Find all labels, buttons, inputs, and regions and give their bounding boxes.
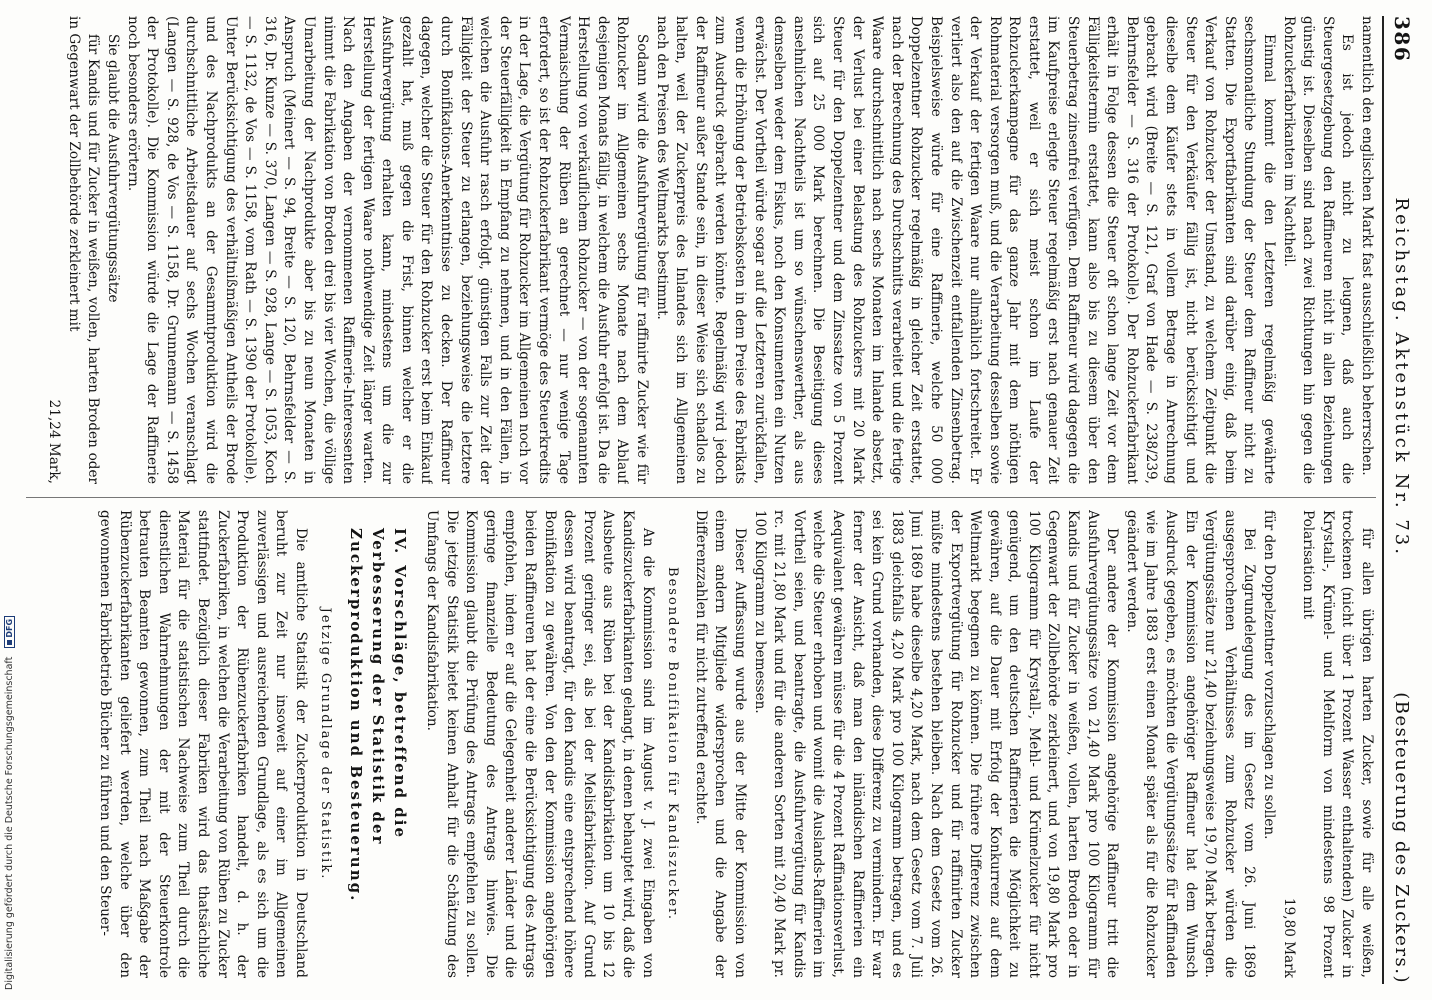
header-title: Reichstag. Aktenstück Nr. 73. (1390, 197, 1412, 557)
rate-value: 21,24 Mark, (46, 399, 63, 484)
section-heading (346, 510, 412, 978)
paragraph: für Kandis und für Zucker in weißen, vollen, harten Broden oder in Gegenwart der Zollbehörde zerkleinert mit (65, 16, 102, 484)
right-column (26, 510, 1376, 978)
running-header (1382, 16, 1418, 984)
dfg-logo: DFG (4, 616, 15, 648)
header-section: (Besteuerung des Zuckers.) (1390, 692, 1412, 984)
paragraph: Es ist jedoch nicht zu leugnen, daß auch die Steuergesetzgebung den Raffineuren nicht in allen Beziehungen günstig ist. Dieselben sind nach zwei Richtungen hin gegen die Rohzuckerfabrikanten im Nachtheil. (1280, 16, 1356, 484)
paragraph: An die Kommission sind im August v. J. zwei Eingaben von Kandiszuckerfabrikanten gelangt, in denen behauptet wird, daß die Ausbeute aus Rüben bei der Kandisfabrikation um 10 bis 12 Prozent geringer sei, als bei der Melisfabrikation. Auf Grund dessen wird beantragt, für den Kandis eine entsprechend höhere Bonifikation zu gewähren. Von den der Kommission angehörigen beiden Raffineuren hat der eine die Berücksichtigung des Antrags empfohlen, indem er auf die Gelegenheit anderer Länder und die geringe finanzielle Bedeutung des Antrags hinwies. Die Kommission glaubt die Prüfung des Antrags empfehlen zu sollen. Die jetzige Statistik bietet keinen Anhalt für die Schätzung des Umfangs der Kandisfabrikation. (424, 510, 656, 978)
subheading: Besondere Bonifikation für Kandiszucker. (665, 567, 681, 921)
footer-text: Digitalisierung gefördert durch die Deutsche Forschungsgemeinschaft (4, 656, 15, 990)
paragraph: Sie glaubt die Ausfuhrvergütungssätze (105, 34, 121, 303)
footer-rotated (4, 616, 15, 990)
paragraph: Sodann wird die Ausfuhrvergütung für raffinirte Zucker wie für Rohzucker im Allgemeinen sechs Monate nach dem Ablauf desjenigen Monats fällig, in welchem die Ausfuhr erfolgt ist. Da die Herstellung von verkäuflichem Rohzucker — von der sogenannten Vermaischung der Rüben an gerechnet — nur wenige Tage erfordert, so ist der Rohzuckerfabrikant vermöge des Steuerkredits in der Lage, die Vergütung für Rohzucker im Allgemeinen noch vor der Steuerfälligkeit in Empfang zu nehmen, und in den Fällen, in welchen die Ausfuhr rasch erfolgt, günstigen Falls zur Zeit der Fälligkeit der Steuer zu erlangen, beziehungsweise die letztere durch Bonifikations-Anerkenntnisse zu decken. Der Raffineur dagegen, welcher die Steuer für den Rohzucker erst beim Einkauf gezahlt hat, muß gegen die Frist, binnen welcher er die Ausfuhrvergütung erhalten kann, mindestens um die zur Herstellung der fertigen Waare nothwendige Zeit länger warten. Nach den Angaben der vernommenen Raffinerie-Interessenten nimmt die Fabrikation von Broden drei bis vier Wochen, die völlige Umarbeitung der Nachprodukte aber bis zu neun Monaten in Anspruch (Meinert — S. 94, Breite — S. 120, Behrnsfelder — S. 316, Dr. Kunze — S. 370, Langen — S. 928, Lange — S. 1053, Koch — S. 1132, de Vos — S. 1158, vom Rath — S. 1390 der Protokolle). Unter Berücksichtigung des verhältnißmäßigen Antheils der Brode und des Nachprodukts an der Gesammtproduktion wird die durchschnittliche Arbeitsdauer auf sechs Wochen veranschlagt (Langen — S. 928, de Vos — S. 1158, Dr. Grunnemann — S. 1458 der Protokolle). Die Kommission würde die Lage der Raffinerie noch besonders erörtern. (124, 16, 651, 484)
paragraph: Dieser Auffassung wurde aus der Mitte der Kommission von einem andern Mitgliede widersprochen und die Angabe der Differenzzahlen für nicht zutreffend erachtet. (692, 510, 748, 978)
paragraph: Die amtliche Statistik der Zuckerproduktion in Deutschland beruht zur Zeit nur insoweit auf einer im Allgemeinen zuverlässigen und ausreichenden Grundlage, als es sich um die Produktion der Rübenzuckerfabriken handelt, d. h. der Zuckerfabriken, in welchen die Verarbeitung von Rüben zu Zucker stattfindet. Bezüglich dieser Fabriken wird das thatsächliche Material für die statistischen Nachweise zum Theil durch die dienstlichen Wahrnehmungen der mit der Steuerkontrole betrauten Beamten gewonnen, zum Theil nach Maßgabe der Rübenzuckerfabrikanten geliefert werden, welche über den gewonnenen Fabrikbetrieb Bücher zu führen und den Steuer- (96, 510, 309, 978)
value-row (1278, 510, 1298, 978)
rate-value: 19,80 Mark (1280, 898, 1297, 978)
document-page-rotated (18, 16, 1418, 984)
paragraph: Bei Zugrundelegung des im Gesetz vom 26. Juni 1869 ausgesprochenen Verhältnisses zum Rohzucker würden die Vergütungssätze nur 21,40 beziehungsweise 19,70 Mark betragen. Ein der Kommission angehöriger Raffineur hat dem Wunsch Ausdruck gegeben, es möchten die Vergütungssätze für Raffinaden wie im Jahre 1883 erst einen Monat später als für die Rohzucker geändert werden. (1123, 510, 1258, 978)
paragraph: Einmal kommt die den Letzteren regelmäßig gewährte sechsmonatliche Stundung der Steuer dem Raffineur nicht zu Statten. Die Exportfabrikanten sind darüber einig, daß beim Verkauf von Rohzucker der Umstand, zu welchem Zeitpunkt die Steuer für den Verkäufer fällig ist, nicht berücksichtigt und dieselbe dem Käufer stets in vollem Betrage in Anrechnung gebracht wird (Breite — S. 121, Graf von Hade — S. 238/239, Behrnsfelder — S. 316 der Protokolle). Der Rohzuckerfabrikant erhält in Folge dessen die Steuer oft schon lange Zeit vor dem Fälligkeitstermin erstattet, kann also bis zu diesem über den Steuerbetrag zinsenfrei verfügen. Dem Raffineur wird dagegen die im Kaufpreise erlegte Steuer regelmäßig erst nach genauer Zeit erstattet, weil er sich meist schon im Laufe der Rohzuckerkampagne für das ganze Jahr mit dem nöthigen Rohmaterial versorgen muß, und die Verarbeitung desselben sowie der Verkauf der fertigen Waare nur allmählich fortschreitet. Er verliert also den auf die Zwischenzeit entfallenden Zinsenbetrag. Beispielsweise würde für eine Raffinerie, welche 50 000 Doppelzentner Rohzucker regelmäßig in gleicher Zeit erstattet, nach der Berechnung des Durchschnitts verarbeitet und die fertige Waare durchschnittlich nach sechs Monaten im Inlande absetzt, der Verlust bei einer Belastung des Rohzuckers mit 20 Mark Steuer für den Doppelzentner und dem Zinssatze von 5 Prozent sich auf 25 000 Mark berechnen. Die Beseitigung dieses ansehnlichen Nachtheils ist um so wünschenswerther, als aus demselben weder dem Fiskus, noch den Konsumenten ein Nutzen erwächst. Der Vortheil würde sogar auf die Letzteren zurückfallen, wenn die Erhöhung der Betriebskosten in dem Preise des Fabrikats zum Ausdruck gebracht werden könnte. Regelmäßig wird jedoch der Raffineur außer Stande sein, in dieser Weise sich schadlos zu halten, weil der Zuckerpreis des Inlandes sich im Allgemeinen nach den Preisen des Weltmarkts bestimmt. (653, 16, 1278, 484)
column-divider (26, 497, 1376, 498)
paragraph: namentlich den englischen Markt fast ausschließlich beherrschen. (1359, 16, 1375, 476)
subheading: Jetzige Grundlage der Statistik. (318, 607, 334, 881)
paragraph: für den Doppelzentner vorzuschlagen zu sollen. (1261, 510, 1278, 840)
value-row (44, 16, 64, 484)
paragraph: für allen übrigen harten Zucker, sowie für alle weißen, trockenen (nicht über 1 Prozent Wasser enthaltenden) Zucker in Krystall-, Krümel- und Mehlform von mindestens 98 Prozent Polarisation mit (1300, 510, 1375, 978)
section-title: Vorschläge, betreffend die Verbesserung der Statistik der Zuckerproduktion und Besteuerung. (347, 528, 410, 903)
page-number: 386 (1389, 16, 1414, 63)
left-column (26, 16, 1376, 484)
section-number: IV. (391, 528, 410, 556)
paragraph: Der andere der Kommission angehörige Raffineur tritt die Ausfuhrvergütungssätze von 21,40 Mark pro 100 Kilogramm für Kandis und für Zucker in weißen, vollen, harten Broden oder in Gegenwart der Zollbehörde zerkleinert, und von 19,80 Mark pro 100 Kilogramm für Krystall-, Mehl- und Krümelzucker für nicht genügend, um den deutschen Raffinerien die Möglichkeit zu gewähren, auf die Dauer mit Erfolg der Konkurrenz auf dem Weltmarkt begegnen zu können. Die frühere Differenz zwischen der Exportvergütung für Rohzucker und für raffinirten Zucker müßte mindestens bestehen bleiben. Nach dem Gesetz vom 26. Juni 1869 habe dieselbe 4,20 Mark, nach dem Gesetz vom 7. Juli 1883 gleichfalls 4,20 Mark pro 100 Kilogramm betragen, und es sei kein Grund vorhanden, diese Differenz zu vermindern. Er war ferner der Ansicht, daß man den inländischen Raffinerien ein Aequivalent gewähren müsse für die 4 Prozent Raffinationsverlust, welche die Steuer erhoben und womit die Auslands-Raffinerien im Vortheil seien, und beantragte, die Ausfuhrvergütung für Kandis rc. mit 21,80 Mark und für die anderen Sorten mit 20,40 Mark pr. 100 Kilogramm zu bemessen. (751, 510, 1121, 978)
